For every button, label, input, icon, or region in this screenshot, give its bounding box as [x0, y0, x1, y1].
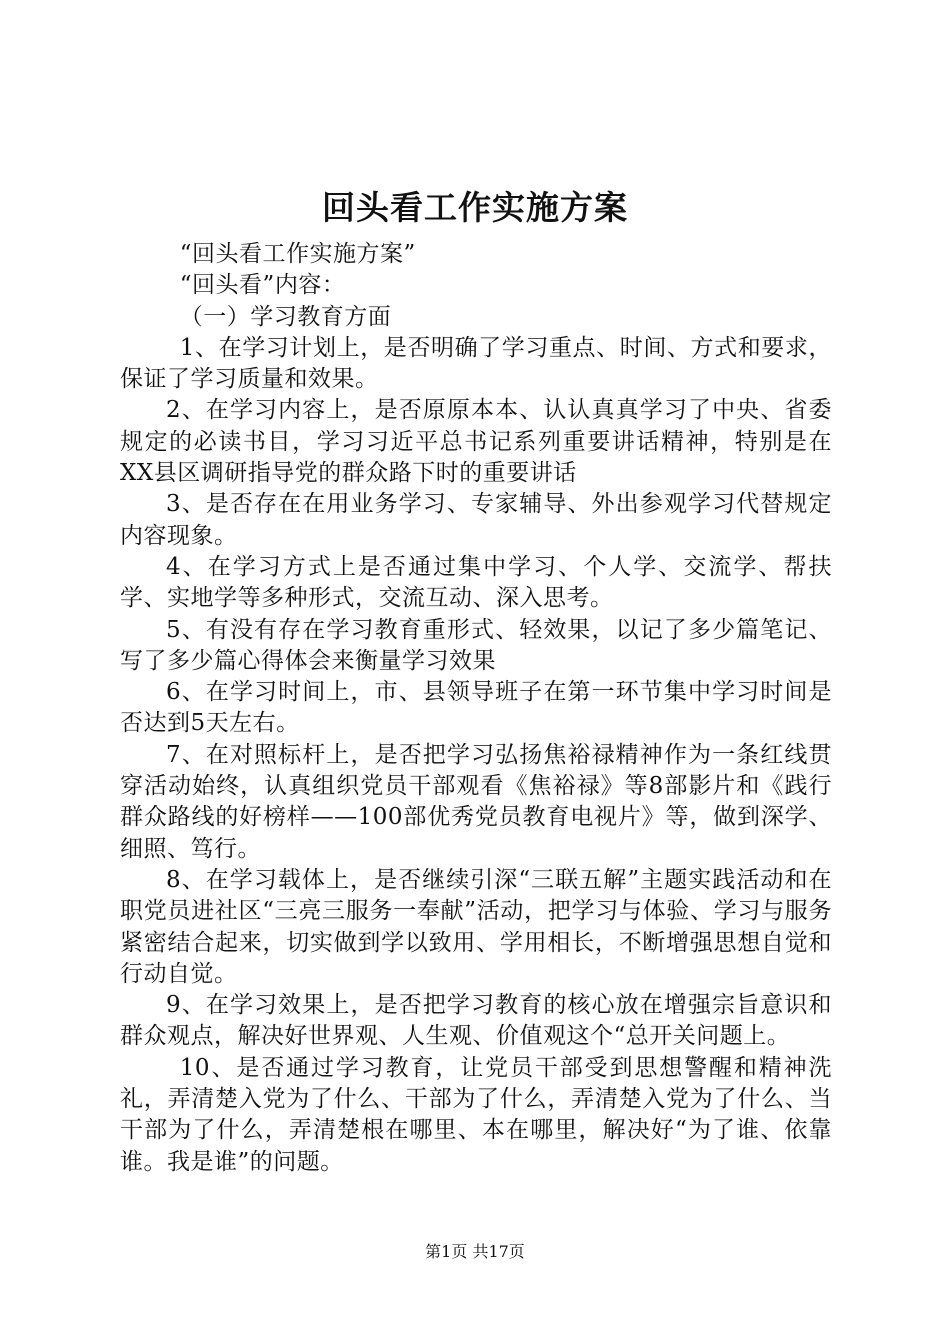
paragraph-item-5: 5、有没有存在学习教育重形式、轻效果，以记了多少篇笔记、写了多少篇心得体会来衡量学习效果: [120, 616, 832, 674]
paragraph-item-7: 7、在对照标杆上，是否把学习弘扬焦裕禄精神作为一条红线贯穿活动始终，认真组织党员干部观看《焦裕禄》等8部影片和《践行群众路线的好榜样——100部优秀党员教育电视片》等，做到深学、细照、笃行。: [120, 741, 832, 862]
paragraph-section-heading: （一）学习教育方面: [179, 303, 392, 330]
page-footer: 第1页 共17页: [425, 1242, 525, 1261]
paragraph-item-9: 9、在学习效果上，是否把学习教育的核心放在增强宗旨意识和群众观点，解决好世界观、人生观、价值观这个“总开关问题上。: [120, 992, 832, 1050]
paragraph-heading-quote: “回头看工作实施方案”: [179, 241, 416, 267]
paragraph-item-3: 3、是否存在在用业务学习、专家辅导、外出参观学习代替规定内容现象。: [120, 491, 832, 549]
paragraph-item-10: 10、是否通过学习教育，让党员干部受到思想警醒和精神洗礼，弄清楚入党为了什么、干部为了什么，弄清楚入党为了什么、当干部为了什么，弄清楚根在哪里、本在哪里，解决好“为了谁、依靠谁。我是谁”的问题。: [120, 1054, 832, 1175]
paragraph-item-8: 8、在学习载体上，是否继续引深“三联五解”主题实践活动和在职党员进社区“三亮三服务一奉献”活动，把学习与体验、学习与服务紧密结合起来，切实做到学以致用、学用相长，不断增强思想自觉和行动自觉。: [120, 866, 832, 987]
document-body: [120, 239, 832, 1178]
paragraph-item-4: 4、在学习方式上是否通过集中学习、个人学、交流学、帮扶学、实地学等多种形式，交流互动、深入思考。: [120, 553, 832, 612]
paragraph-item-1: 1、在学习计划上，是否明确了学习重点、时间、方式和要求，保证了学习质量和效果。: [120, 334, 832, 393]
document-title: 回头看工作实施方案: [322, 188, 628, 227]
paragraph-content-label: “回头看”内容：: [179, 272, 346, 299]
paragraph-item-2: 2、在学习内容上，是否原原本本、认认真真学习了中央、省委规定的必读书目，学习习近平总书记系列重要讲话精神，特别是在XX县区调研指导党的群众路下时的重要讲话: [120, 397, 832, 487]
paragraph-item-6: 6、在学习时间上，市、县领导班子在第一环节集中学习时间是否达到5天左右。: [120, 679, 832, 737]
